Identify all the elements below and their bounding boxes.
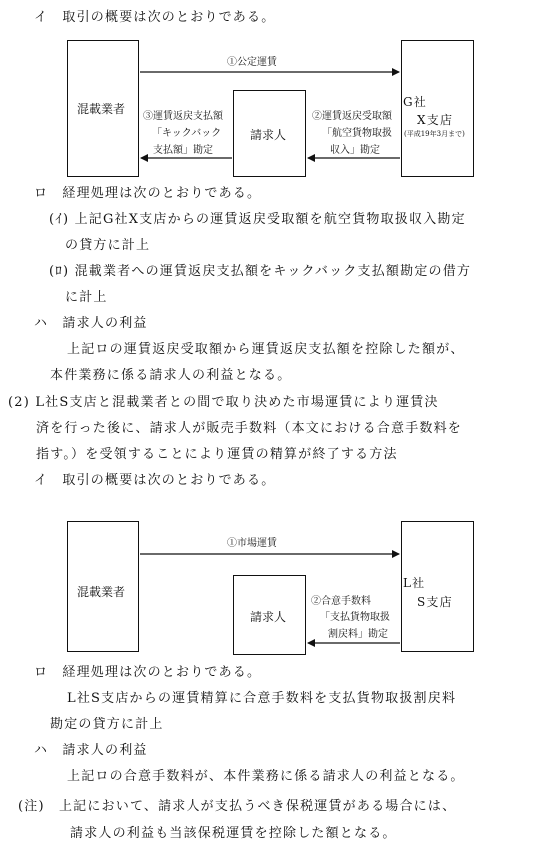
- sec2-ro-a: L社S支店からの運賃精算に合意手数料を支払貨物取扱割戻料: [67, 691, 457, 706]
- left-box-label: 混載業者: [77, 102, 126, 116]
- sec2-ha-heading: ハ 請求人の利益: [34, 743, 148, 758]
- sec2-ha-a: 上記ロの合意手数料が、本件業務に係る請求人の利益となる。: [67, 769, 465, 784]
- sec1-ha-a: 上記ロの運賃返戻受取額から運賃返戻支払額を控除した額が、: [67, 342, 465, 357]
- right-flow-2-line1: ②合意手数料: [311, 596, 371, 607]
- note-a: (注) 上記において、請求人が支払うべき保税運賃がある場合には、: [18, 799, 457, 814]
- left-flow-line1: ③運賃返戻支払額: [143, 111, 223, 122]
- center-box-label-2: 請求人: [250, 610, 287, 624]
- left-box-label-2: 混載業者: [77, 585, 126, 599]
- sec2-ro-b: 勘定の貸方に計上: [50, 717, 164, 732]
- left-flow-line3: 支払額」勘定: [153, 145, 213, 156]
- sec1-ro-heading: ロ 経理処理は次のとおりである。: [34, 186, 262, 201]
- right-box-line2: X支店: [417, 113, 454, 127]
- center-box-label: 請求人: [250, 128, 287, 142]
- sec2-ro-heading: ロ 経理処理は次のとおりである。: [34, 665, 262, 680]
- sec2-p-c: 指す。）を受領することにより運賃の精算が終了する方法: [36, 447, 398, 462]
- sec2-p-a: (2) L社S支店と混載業者との間で取り決めた市場運賃により運賃決: [8, 395, 439, 410]
- arrow-top-label-2: ①市場運賃: [227, 538, 277, 549]
- sec2-p-b: 済を行った後に、請求人が販売手数料（本文における合意手数料を: [36, 421, 463, 436]
- right-flow-line1: ②運賃返戻受取額: [312, 111, 392, 122]
- sec1-i-heading: イ 取引の概要は次のとおりである。: [34, 10, 276, 25]
- right-box-2-line1: L社: [403, 576, 426, 590]
- arrow-top-label: ①公定運賃: [227, 57, 277, 68]
- right-box-note: (平成19年3月まで): [404, 130, 465, 138]
- sec2-i-heading: イ 取引の概要は次のとおりである。: [34, 473, 276, 488]
- note-b: 請求人の利益も当該保税運賃を控除した額となる。: [70, 826, 397, 841]
- sec1-ro-1a: (ｲ) 上記G社X支店からの運賃返戻受取額を航空貨物取扱収入勘定: [49, 212, 466, 227]
- sec1-ha-b: 本件業務に係る請求人の利益となる。: [50, 368, 292, 383]
- sec1-ro-1b: の貸方に計上: [65, 238, 151, 253]
- right-box-2-line2: S支店: [417, 595, 453, 609]
- right-flow-line3: 収入」勘定: [330, 145, 380, 156]
- right-flow-2-line3: 割戻料」勘定: [328, 629, 388, 640]
- left-flow-line2: 「キックバック: [152, 128, 222, 139]
- sec1-ha-heading: ハ 請求人の利益: [34, 316, 148, 331]
- right-flow-line2: 「航空貨物取扱: [322, 128, 392, 139]
- right-box-line1: G社: [403, 95, 427, 109]
- sec1-ro-2a: (ﾛ) 混載業者への運賃返戻支払額をキックバック支払額勘定の借方: [49, 264, 472, 279]
- sec1-ro-2b: に計上: [65, 290, 108, 305]
- right-flow-2-line2: 「支払貨物取扱: [320, 612, 390, 623]
